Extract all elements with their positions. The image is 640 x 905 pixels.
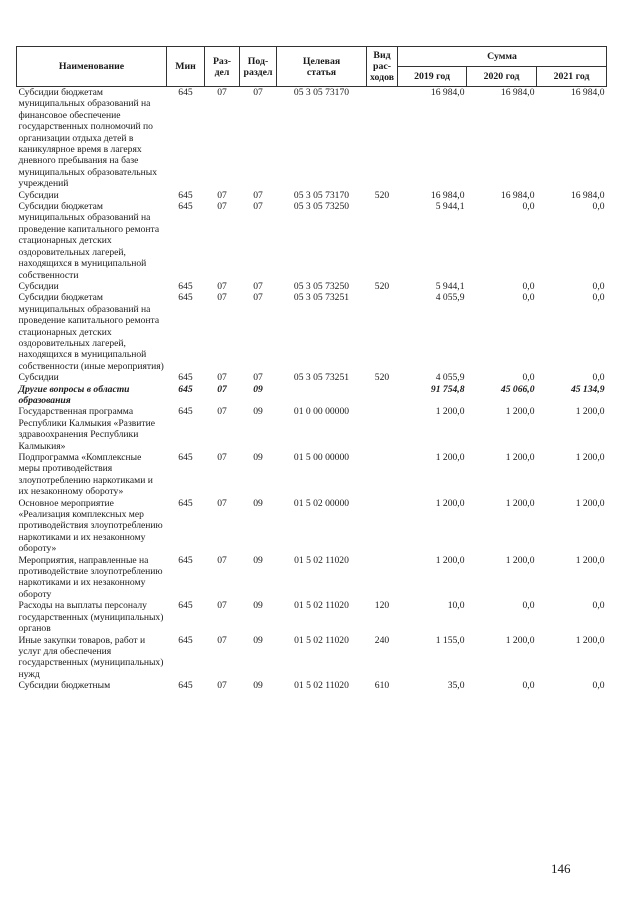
cell-cs: 01 5 02 00000 xyxy=(293,497,350,509)
cell-vr xyxy=(367,384,398,407)
cell-rz: 07 xyxy=(217,554,227,566)
table-body xyxy=(17,87,607,692)
page-number: 146 xyxy=(551,861,571,876)
cell-cs: 01 5 02 11020 xyxy=(294,634,349,646)
cell-cs: 01 5 02 11020 xyxy=(294,554,349,566)
header-min: Мин xyxy=(167,47,205,87)
cell-y2021: 0,0 xyxy=(592,372,605,384)
cell-y2020: 45 066,0 xyxy=(500,383,535,395)
cell-y2019: 4 055,9 xyxy=(435,292,465,304)
header-2019: 2019 год xyxy=(398,67,467,87)
cell-cs: 01 0 00 00000 xyxy=(293,406,350,418)
table-row xyxy=(17,498,607,555)
header-razdel: Раз- дел xyxy=(205,47,240,87)
cell-y2019: 35,0 xyxy=(447,680,465,692)
cell-y2021: 0,0 xyxy=(592,280,605,292)
cell-rz: 07 xyxy=(217,497,227,509)
cell-y2021: 45 134,9 xyxy=(570,383,605,395)
cell-rz: 07 xyxy=(217,406,227,418)
table-row xyxy=(17,555,607,601)
cell-cs: 01 5 00 00000 xyxy=(293,452,350,463)
cell-rz: 07 xyxy=(217,383,227,395)
cell-cs: 01 5 02 11020 xyxy=(294,680,349,692)
cell-y2020: 0,0 xyxy=(522,600,535,612)
cell-rz: 07 xyxy=(217,201,227,213)
cell-rz: 07 xyxy=(217,372,227,384)
cell-y2020: 16 984,0 xyxy=(500,189,535,201)
cell-y2021: 0,0 xyxy=(592,292,605,304)
cell-vr xyxy=(367,555,398,601)
cell-min: 645 xyxy=(178,406,193,418)
cell-y2020: 0,0 xyxy=(522,680,535,692)
cell-vr xyxy=(367,292,398,372)
cell-name: Иные закупки товаров, работ и услуг для обеспечения государственных (муниципальных) нужд xyxy=(18,634,164,680)
cell-y2019: 4 055,9 xyxy=(435,372,465,384)
table-row xyxy=(17,190,607,201)
cell-y2021: 1 200,0 xyxy=(575,452,605,463)
cell-cs: 05 3 05 73170 xyxy=(293,189,350,201)
cell-min: 645 xyxy=(178,452,193,463)
header-summa: Сумма xyxy=(398,47,607,67)
cell-y2019: 5 944,1 xyxy=(435,280,465,292)
cell-pr: 09 xyxy=(253,497,263,509)
cell-rz: 07 xyxy=(217,87,227,98)
cell-min: 645 xyxy=(178,554,193,566)
cell-vr xyxy=(367,87,398,190)
cell-y2021: 1 200,0 xyxy=(575,497,605,509)
cell-rz: 07 xyxy=(217,680,227,692)
cell-vr: 240 xyxy=(374,634,390,646)
cell-min: 645 xyxy=(178,201,193,213)
table-row xyxy=(17,406,607,452)
cell-vr xyxy=(367,201,398,281)
cell-y2021: 16 984,0 xyxy=(570,87,605,98)
table-row xyxy=(17,201,607,281)
cell-y2019: 16 984,0 xyxy=(430,87,465,98)
cell-pr: 09 xyxy=(253,554,263,566)
cell-name: Субсидии бюджетам муниципальных образований на проведение капитального ремонта стационарных детских оздоровительных лагерей, находящихся в муниципальной собственности xyxy=(18,201,160,281)
header-2021: 2021 год xyxy=(537,67,607,87)
cell-vr: 120 xyxy=(374,600,390,612)
cell-name: Подпрограмма «Комплексные меры противодействия злоупотреблению наркотиками и их незаконному обороту» xyxy=(18,452,153,498)
cell-name: Субсидии бюджетным xyxy=(18,680,111,692)
cell-name: Мероприятия, направленные на противодействие злоупотреблению наркотиками и их незаконному обороту xyxy=(18,554,163,600)
cell-name: Субсидии бюджетам муниципальных образований на финансовое обеспечение государственных полномочий по организации отдыха детей в каникулярное время в лагерях дневного пребывания на базе муниципальных образовательных учреждений xyxy=(18,87,157,190)
cell-min: 645 xyxy=(178,497,193,509)
cell-pr: 07 xyxy=(253,87,263,98)
cell-name: Государственная программа Республики Калмыкия «Развитие здравоохранения Республики Калмыкия» xyxy=(18,406,155,452)
cell-rz: 07 xyxy=(217,600,227,612)
cell-min: 645 xyxy=(178,634,193,646)
cell-y2019: 1 200,0 xyxy=(435,497,465,509)
cell-cs xyxy=(277,384,367,407)
cell-cs: 05 3 05 73250 xyxy=(293,201,350,213)
cell-y2020: 1 200,0 xyxy=(505,554,535,566)
cell-y2021: 1 200,0 xyxy=(575,406,605,418)
cell-min: 645 xyxy=(178,383,193,395)
cell-cs: 05 3 05 73170 xyxy=(293,87,350,98)
cell-y2019: 1 200,0 xyxy=(435,554,465,566)
cell-vr: 520 xyxy=(374,372,390,384)
cell-cs: 05 3 05 73251 xyxy=(293,372,350,384)
header-2020: 2020 год xyxy=(467,67,537,87)
table-row xyxy=(17,87,607,190)
table-row xyxy=(17,372,607,383)
cell-pr: 07 xyxy=(253,201,263,213)
cell-min: 645 xyxy=(178,372,193,384)
table-row xyxy=(17,635,607,681)
cell-rz: 07 xyxy=(217,280,227,292)
table-row xyxy=(17,384,607,407)
table-row xyxy=(17,452,607,498)
cell-cs: 05 3 05 73251 xyxy=(293,292,350,304)
cell-vr xyxy=(367,498,398,555)
cell-y2019: 16 984,0 xyxy=(430,189,465,201)
cell-pr: 07 xyxy=(253,292,263,304)
cell-pr: 09 xyxy=(253,383,263,395)
cell-vr: 610 xyxy=(374,680,390,692)
cell-rz: 07 xyxy=(217,189,227,201)
cell-y2021: 0,0 xyxy=(592,680,605,692)
cell-y2019: 1 200,0 xyxy=(435,406,465,418)
cell-pr: 09 xyxy=(253,680,263,692)
cell-cs: 05 3 05 73250 xyxy=(293,280,350,292)
cell-rz: 07 xyxy=(217,634,227,646)
header-vid-rashodov: Вид рас- ходов xyxy=(367,47,398,87)
cell-y2021: 16 984,0 xyxy=(570,189,605,201)
cell-y2020: 16 984,0 xyxy=(500,87,535,98)
cell-pr: 07 xyxy=(253,372,263,384)
cell-rz: 07 xyxy=(217,292,227,304)
cell-min: 645 xyxy=(178,189,193,201)
budget-table xyxy=(16,46,607,692)
cell-y2019: 10,0 xyxy=(447,600,465,612)
cell-y2019: 91 754,8 xyxy=(430,383,465,395)
cell-pr: 09 xyxy=(253,452,263,463)
cell-y2020: 1 200,0 xyxy=(505,406,535,418)
cell-cs: 01 5 02 11020 xyxy=(294,600,349,612)
cell-y2021: 1 200,0 xyxy=(575,554,605,566)
cell-vr: 520 xyxy=(374,280,390,292)
cell-name: Субсидии xyxy=(18,280,59,292)
cell-y2020: 1 200,0 xyxy=(505,497,535,509)
cell-name: Другие вопросы в области образования xyxy=(18,383,130,406)
cell-y2020: 1 200,0 xyxy=(505,452,535,463)
cell-min: 645 xyxy=(178,292,193,304)
cell-y2021: 0,0 xyxy=(592,600,605,612)
table-row xyxy=(17,600,607,634)
table-row xyxy=(17,281,607,292)
cell-y2019: 1 155,0 xyxy=(435,634,465,646)
cell-min: 645 xyxy=(178,680,193,692)
cell-y2021: 1 200,0 xyxy=(575,634,605,646)
header-podrazdel: Под- раздел xyxy=(240,47,277,87)
table-row xyxy=(17,680,607,691)
cell-name: Субсидии xyxy=(18,189,59,201)
cell-pr: 09 xyxy=(253,634,263,646)
cell-rz: 07 xyxy=(217,452,227,463)
cell-y2020: 0,0 xyxy=(522,292,535,304)
cell-pr: 07 xyxy=(253,189,263,201)
cell-y2020: 0,0 xyxy=(522,280,535,292)
cell-y2020: 0,0 xyxy=(522,372,535,384)
cell-vr xyxy=(367,452,398,498)
cell-vr xyxy=(367,406,398,452)
cell-vr: 520 xyxy=(374,189,390,201)
cell-y2021: 0,0 xyxy=(592,201,605,213)
cell-pr: 09 xyxy=(253,600,263,612)
table-row xyxy=(17,292,607,372)
cell-name: Расходы на выплаты персоналу государственных (муниципальных) органов xyxy=(18,600,164,635)
cell-min: 645 xyxy=(178,600,193,612)
header-celevaya-statya: Целевая статья xyxy=(277,47,367,87)
cell-y2020: 0,0 xyxy=(522,201,535,213)
cell-min: 645 xyxy=(178,87,193,98)
cell-y2020: 1 200,0 xyxy=(505,634,535,646)
header-name: Наименование xyxy=(17,47,167,87)
cell-pr: 09 xyxy=(253,406,263,418)
cell-name: Субсидии xyxy=(18,372,59,384)
cell-y2019: 1 200,0 xyxy=(435,452,465,463)
cell-y2019: 5 944,1 xyxy=(435,201,465,213)
cell-name: Основное мероприятие «Реализация комплексных мер противодействия злоупотреблению наркотиками и их незаконному обороту» xyxy=(18,497,163,555)
cell-pr: 07 xyxy=(253,280,263,292)
cell-name: Субсидии бюджетам муниципальных образований на проведение капитального ремонта стационарных детских оздоровительных лагерей, находящихся в муниципальной собственности (иные мероприятия) xyxy=(18,292,164,372)
cell-min: 645 xyxy=(178,280,193,292)
